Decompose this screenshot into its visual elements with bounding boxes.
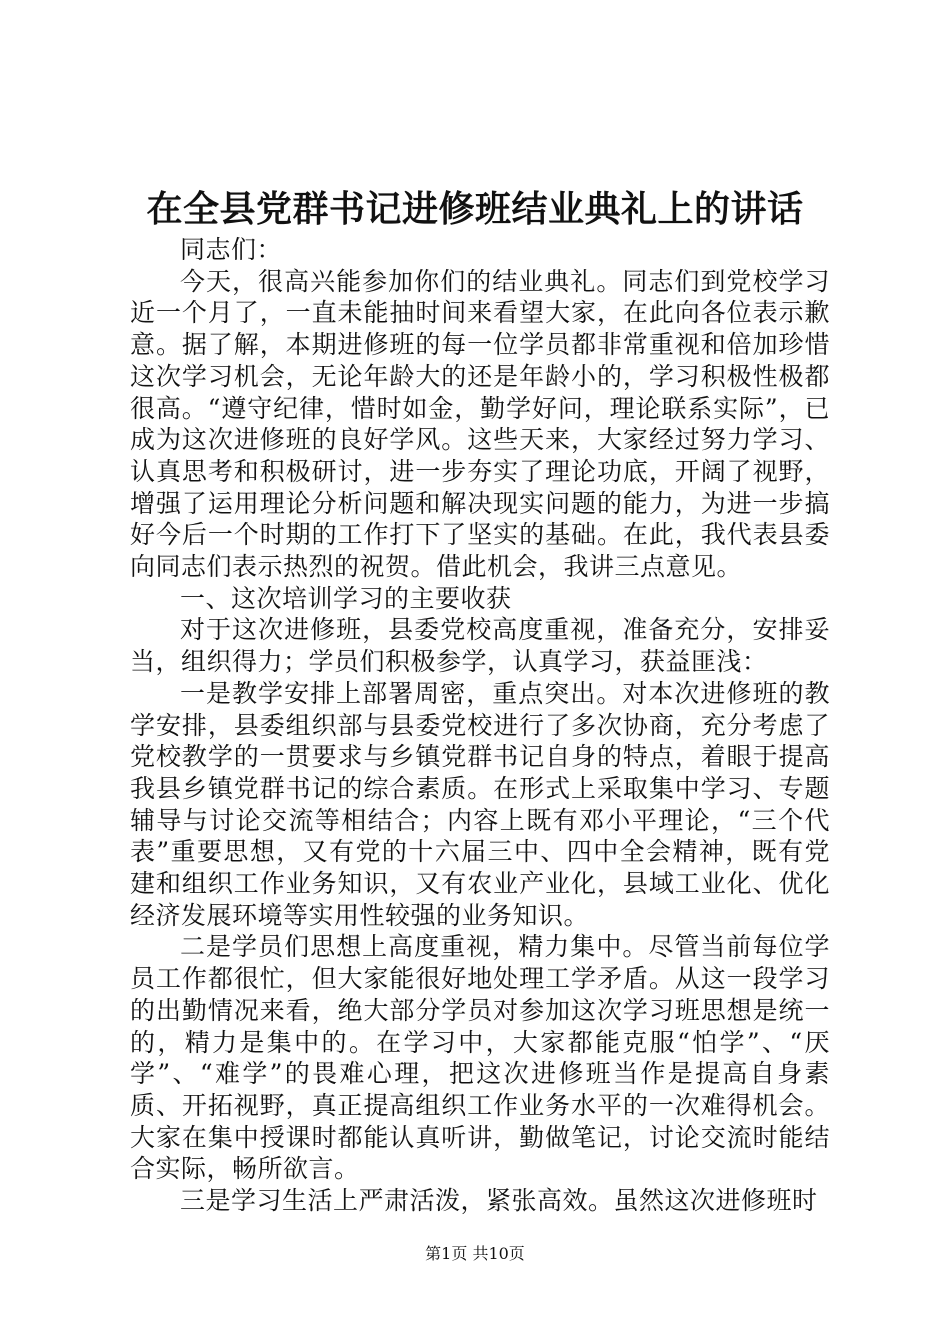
page-footer: 第1页 共10页 bbox=[425, 1244, 525, 1263]
paragraph-point-2: 二是学员们思想上高度重视，精力集中。尽管当前每位学员工作都很忙，但大家能很好地处理工学矛盾。从这一段学习的出勤情况来看，绝大部分学员对参加这次学习班思想是统一的，精力是集中的。在学习中，大家都能克服“怕学”、“厌学”、“难学”的畏难心理，把这次进修班当作是提高自身素质、开拓视野，真正提高组织工作业务水平的一次难得机会。大家在集中授课时都能认真听讲，勤做笔记，讨论交流时能结合实际，畅所欲言。 bbox=[130, 932, 830, 1184]
paragraph-intro: 今天，很高兴能参加你们的结业典礼。同志们到党校学习近一个月了，一直未能抽时间来看望大家，在此向各位表示歉意。据了解，本期进修班的每一位学员都非常重视和倍加珍惜这次学习机会，无论年龄大的还是年龄小的，学习积极性极都很高。“遵守纪律，惜时如金，勤学好问，理论联系实际”，已成为这次进修班的良好学风。这些天来，大家经过努力学习、认真思考和积极研讨，进一步夯实了理论功底，开阔了视野，增强了运用理论分析问题和解决现实问题的能力，为进一步搞好今后一个时期的工作打下了坚实的基础。在此，我代表县委向同志们表示热烈的祝贺。借此机会，我讲三点意见。 bbox=[130, 266, 830, 582]
salutation: 同志们： bbox=[180, 235, 283, 264]
document-title: 在全县党群书记进修班结业典礼上的讲话 bbox=[146, 188, 804, 230]
section-heading-1: 一、这次培训学习的主要收获 bbox=[180, 583, 512, 613]
paragraph-overview: 对于这次进修班，县委党校高度重视，准备充分，安排妥当，组织得力；学员们积极参学，认真学习，获益匪浅： bbox=[130, 615, 830, 677]
document-body bbox=[130, 234, 830, 1217]
paragraph-point-1: 一是教学安排上部署周密，重点突出。对本次进修班的教学安排，县委组织部与县委党校进行了多次协商，充分考虑了党校教学的一贯要求与乡镇党群书记自身的特点，着眼于提高我县乡镇党群书记的综合素质。在形式上采取集中学习、专题辅导与讨论交流等相结合；内容上既有邓小平理论，“三个代表”重要思想，又有党的十六届三中、四中全会精神，既有党建和组织工作业务知识，又有农业产业化，县域工业化、优化经济发展环境等实用性较强的业务知识。 bbox=[130, 678, 830, 930]
paragraph-point-3: 三是学习生活上严肃活泼，紧张高效。虽然这次进修班时 bbox=[180, 1186, 818, 1216]
